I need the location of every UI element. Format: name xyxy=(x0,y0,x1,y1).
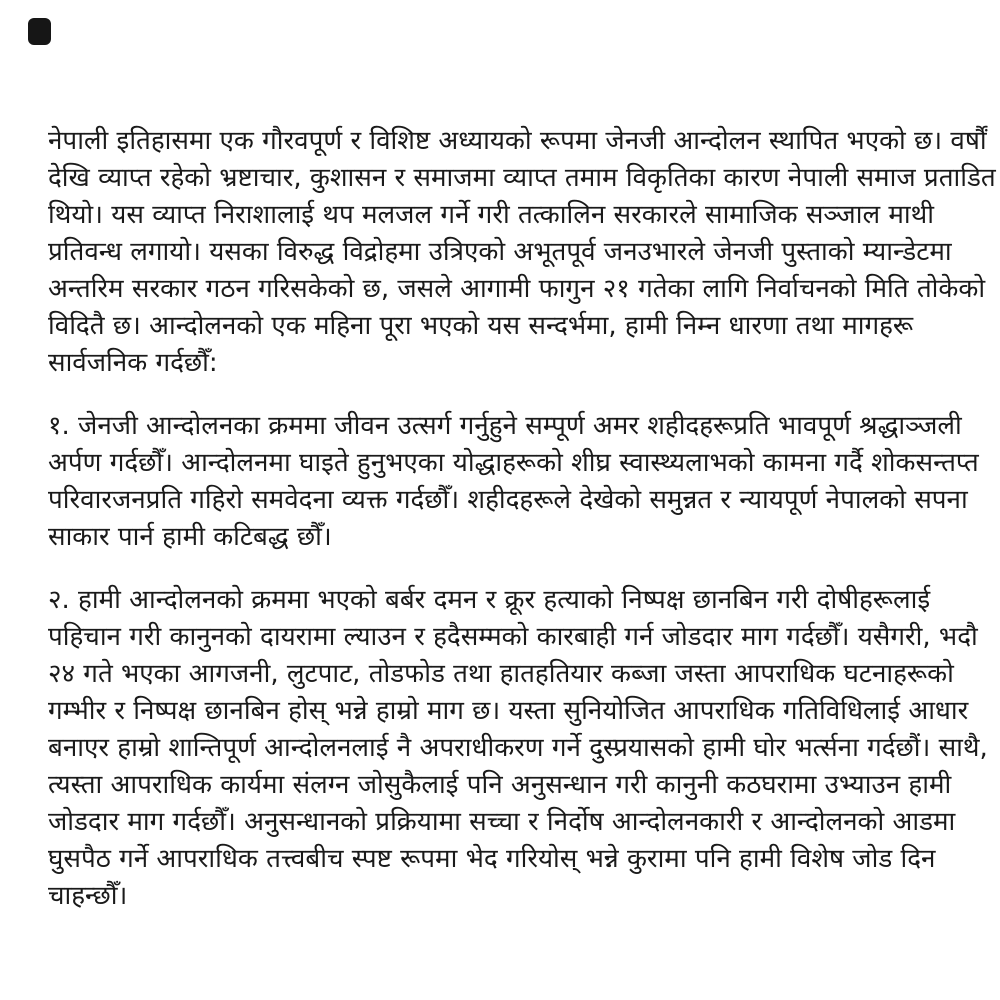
text-line: अर्पण गर्दछौँ। आन्दोलनमा घाइते हुनुभएका योद्धाहरूको शीघ्र स्वास्थ्यलाभको कामना गर्दै शोकसन्तप्त xyxy=(48,448,979,478)
text-line: जोडदार माग गर्दछौँ। अनुसन्धानको प्रक्रियामा सच्चा र निर्दोष आन्दोलनकारी र आन्दोलनको आडमा xyxy=(48,807,956,837)
text-line: सार्वजनिक गर्दछौँ: xyxy=(48,348,218,378)
text-line: साकार पार्न हामी कटिबद्ध छौँ। xyxy=(48,522,332,552)
paragraph-point-1 xyxy=(48,408,979,556)
text-line: देखि व्याप्त रहेको भ्रष्टाचार, कुशासन र समाजमा व्याप्त तमाम विकृतिका कारण नेपाली समाज प्रताडित xyxy=(48,163,996,193)
paragraph-point-2 xyxy=(48,582,988,915)
text-line: थियो। यस व्याप्त निराशालाई थप मलजल गर्ने गरी तत्कालिन सरकारले सामाजिक सञ्जाल माथी xyxy=(48,200,934,230)
text-line: घुसपैठ गर्ने आपराधिक तत्त्वबीच स्पष्ट रूपमा भेद गरियोस् भन्ने कुरामा पनि हामी विशेष जोड दिन xyxy=(48,844,936,874)
text-line: पहिचान गरी कानुनको दायरामा ल्याउन र हदैसम्मको कारबाही गर्न जोडदार माग गर्दछौँ। यसैगरी, भदौ xyxy=(48,622,978,652)
text-line: नेपाली इतिहासमा एक गौरवपूर्ण र विशिष्ट अध्यायको रूपमा जेनजी आन्दोलन स्थापित भएको छ। वर्षौं xyxy=(48,126,987,156)
text-line: परिवारजनप्रति गहिरो समवेदना व्यक्त गर्दछौँ। शहीदहरूले देखेको समुन्नत र न्यायपूर्ण नेपालको सपना xyxy=(48,485,968,515)
text-line: अन्तरिम सरकार गठन गरिसकेको छ, जसले आगामी फागुन २१ गतेका लागि निर्वाचनको मिति तोकेको xyxy=(48,274,986,304)
text-line: २. हामी आन्दोलनको क्रममा भएको बर्बर दमन र क्रूर हत्याको निष्पक्ष छानबिन गरी दोषीहरूलाई xyxy=(48,585,931,615)
text-line: विदितै छ। आन्दोलनको एक महिना पूरा भएको यस सन्दर्भमा, हामी निम्न धारणा तथा मागहरू xyxy=(48,311,914,341)
text-line: बनाएर हाम्रो शान्तिपूर्ण आन्दोलनलाई नै अपराधीकरण गर्ने दुस्प्रयासको हामी घोर भर्त्सना गर्दछौं। साथै, xyxy=(48,733,988,763)
text-line: गम्भीर र निष्पक्ष छानबिन होस् भन्ने हाम्रो माग छ। यस्ता सुनियोजित आपराधिक गतिविधिलाई आधार xyxy=(48,696,969,726)
text-line: प्रतिवन्ध लगायो। यसका विरुद्ध विद्रोहमा उत्रिएको अभूतपूर्व जनउभारले जेनजी पुस्ताको म्यान्डेटमा xyxy=(48,237,952,267)
paragraph-intro xyxy=(48,123,996,382)
text-line: त्यस्ता आपराधिक कार्यमा संलग्न जोसुकैलाई पनि अनुसन्धान गरी कानुनी कठघरामा उभ्याउन हामी xyxy=(48,770,952,800)
document-body xyxy=(48,123,996,915)
text-line: १. जेनजी आन्दोलनका क्रममा जीवन उत्सर्ग गर्नुहुने सम्पूर्ण अमर शहीदहरूप्रति भावपूर्ण श्रद्धाञ्जली xyxy=(48,411,962,441)
corner-mark xyxy=(28,18,51,45)
text-line: २४ गते भएका आगजनी, लुटपाट, तोडफोड तथा हातहतियार कब्जा जस्ता आपराधिक घटनाहरूको xyxy=(48,659,954,689)
text-line: चाहन्छौँ। xyxy=(48,881,128,911)
